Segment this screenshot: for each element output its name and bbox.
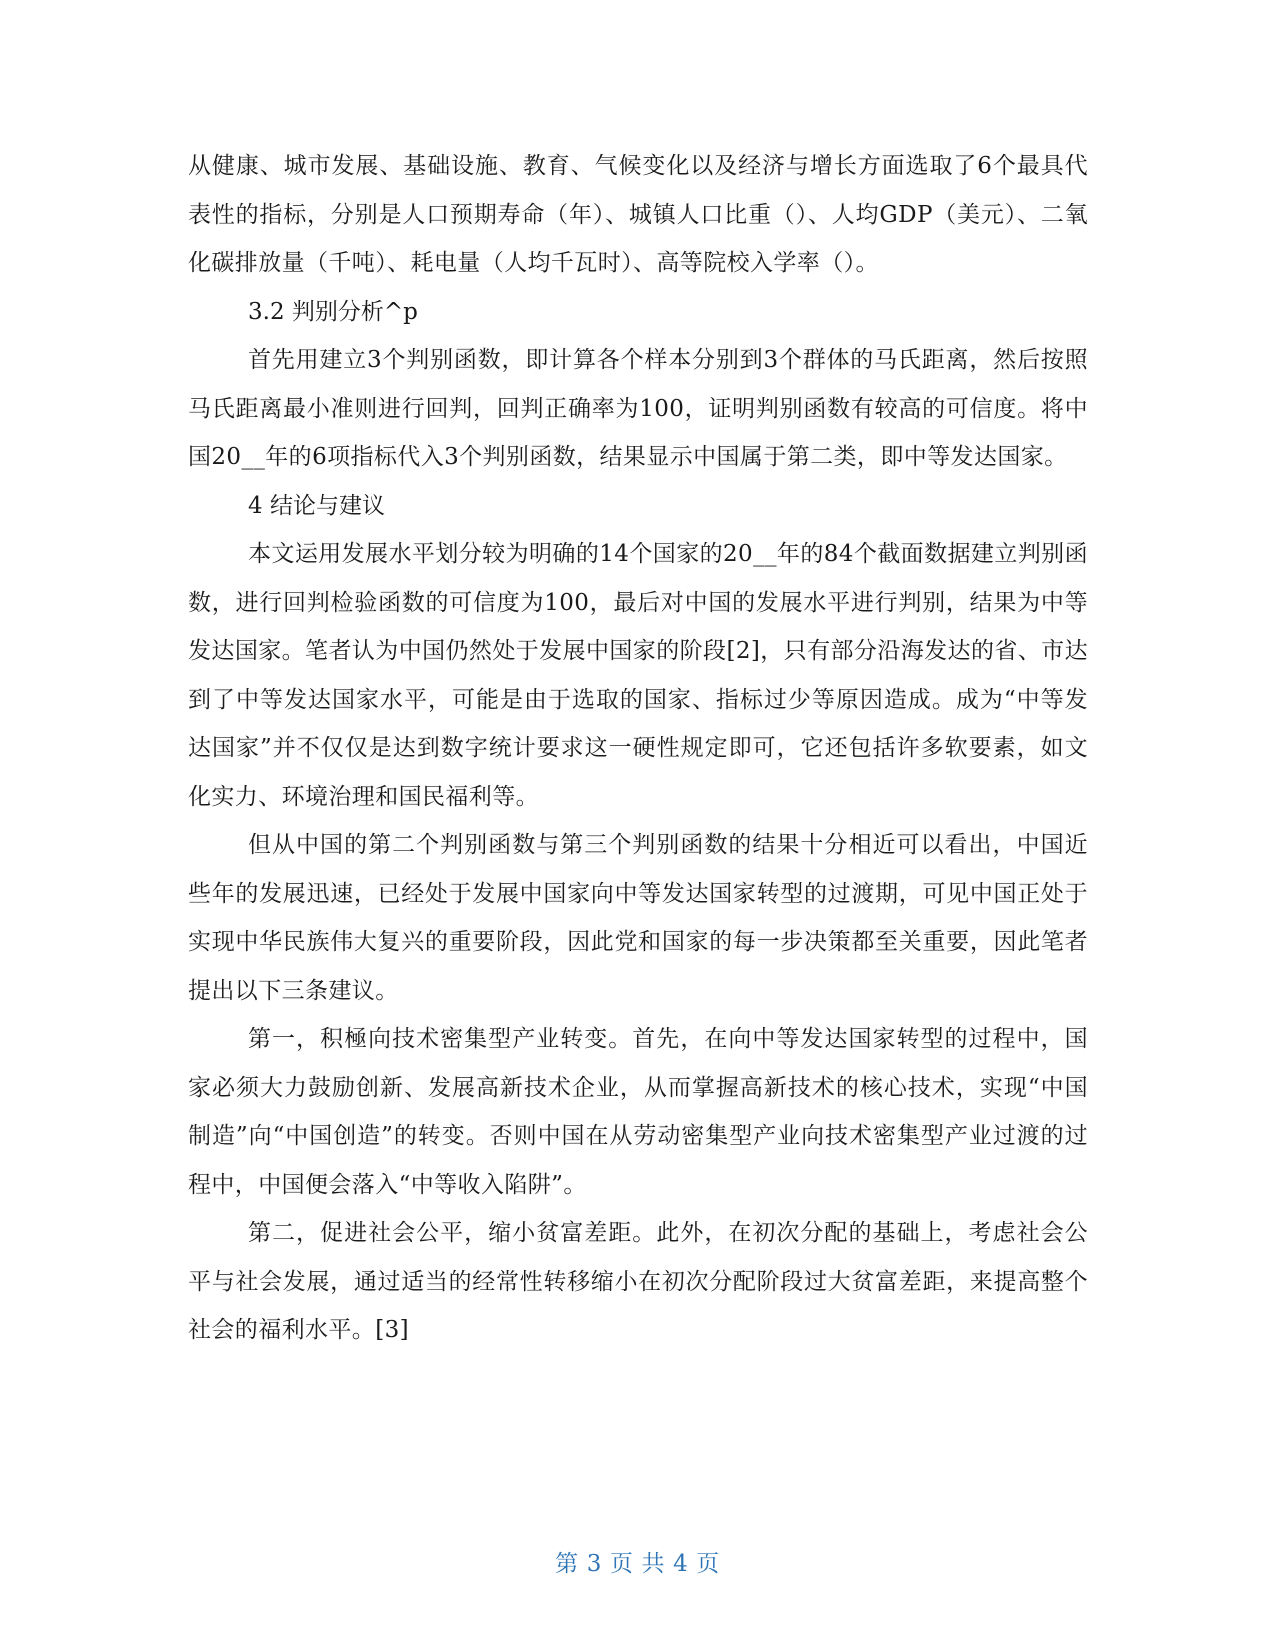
page-footer — [0, 1545, 1275, 1578]
document-page — [188, 142, 1088, 1355]
paragraph-suggestion-1: 第一，积極向技术密集型产业转变。首先，在向中等发达国家转型的过程中，国家必须大力鼓励创新、发展高新技术企业，从而掌握高新技术的核心技术，实现“中国制造”向“中国创造”的转变。否则中国在从劳动密集型产业向技术密集型产业过渡的过程中，中国便会落入“中等收入陷阱”。 — [188, 1026, 1088, 1198]
footer-middle: 页 共 — [609, 1551, 666, 1577]
paragraph-conclusion: 本文运用发展水平划分较为明确的14个国家的20__年的84个截面数据建立判别函数，进行回判检验函数的可信度为100，最后对中国的发展水平进行判别，结果为中等发达国家。笔者认为中国仍然处于发展中国家的阶段[2]，只有部分沿海发达的省、市达到了中等发达国家水平，可能是由于选取的国家、指标过少等原因造成。成为“中等发达国家”并不仅仅是达到数字统计要求这一硬性规定即可，它还包括许多软要素，如文化实力、环境治理和国民福利等。 — [188, 541, 1088, 810]
footer-suffix: 页 — [696, 1551, 720, 1577]
paragraph-transition: 但从中国的第二个判别函数与第三个判别函数的结果十分相近可以看出，中国近些年的发展迅速，已经处于发展中国家向中等发达国家转型的过渡期，可见中国正处于实现中华民族伟大复兴的重要阶段，因此党和国家的每一步决策都至关重要，因此笔者提出以下三条建议。 — [188, 832, 1088, 1004]
section-heading-3-2: 3.2 判别分析^p — [248, 298, 418, 325]
footer-total-pages: 4 — [673, 1551, 689, 1577]
paragraph-suggestion-2: 第二，促进社会公平，缩小贫富差距。此外，在初次分配的基础上，考虑社会公平与社会发展，通过适当的经常性转移缩小在初次分配阶段过大贫富差距，来提高整个社会的福利水平。[3] — [188, 1220, 1088, 1343]
paragraph-discriminant-analysis: 首先用建立3个判别函数，即计算各个样本分别到3个群体的马氏距离，然后按照马氏距离最小准则进行回判，回判正确率为100，证明判别函数有较高的可信度。将中国20__年的6项指标代入3个判别函数，结果显示中国属于第二类，即中等发达国家。 — [188, 347, 1088, 470]
paragraph-indicators: 从健康、城市发展、基础设施、教育、气候变化以及经济与增长方面选取了6个最具代表性的指标，分别是人口预期寿命（年）、城镇人口比重（）、人均GDP（美元）、二氧化碳排放量（千吨）、耗电量（人均千瓦时）、高等院校入学率（）。 — [188, 153, 1088, 276]
footer-prefix: 第 — [555, 1551, 579, 1577]
section-heading-4: 4 结论与建议 — [248, 492, 385, 519]
footer-current-page: 3 — [586, 1551, 602, 1577]
